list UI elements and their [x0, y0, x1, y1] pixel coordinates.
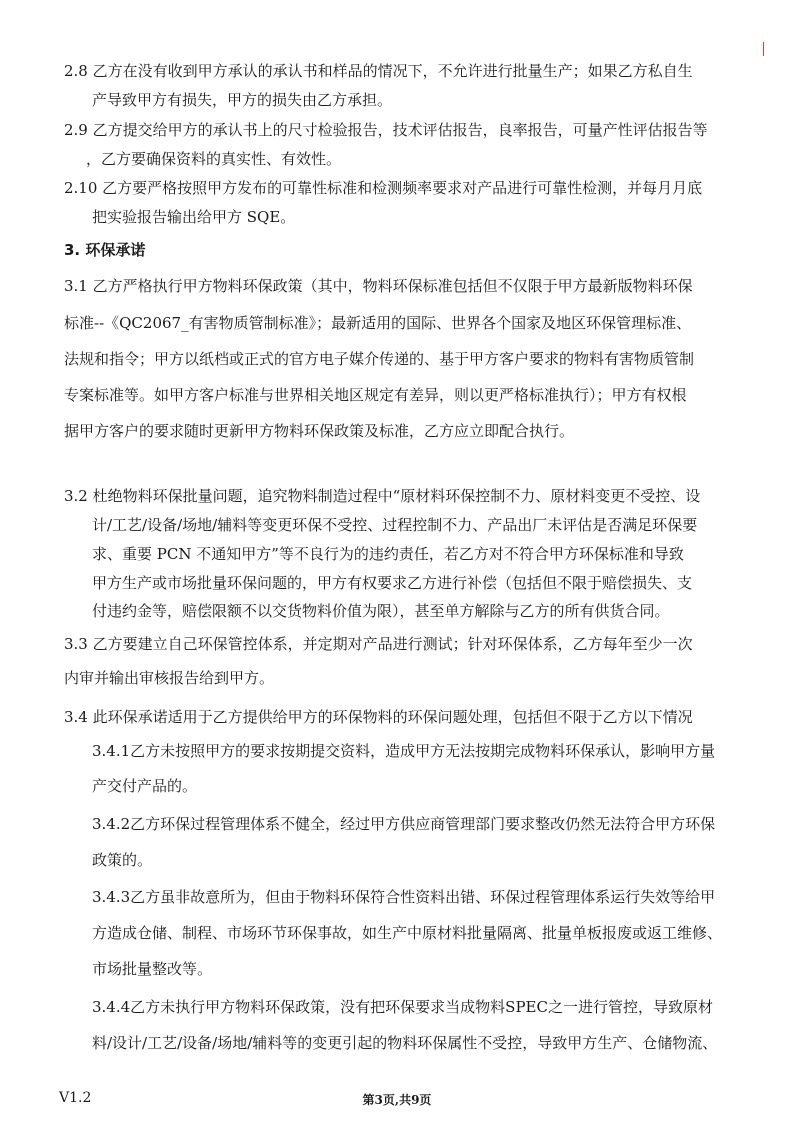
clause-3-4-3-line-3: 市场批量整改等。 [92, 960, 213, 978]
clause-3-2-line-3: 求、重要 PCN 不通知甲方”等不良行为的违约责任，若乙方对不符合甲方环保标准和导致 [92, 545, 684, 563]
clause-3-4-3-line-2: 方造成仓储、制程、市场环节环保事故，如生产中原材料批量隔离、批量单板报废或返工维修、 [92, 924, 723, 942]
clause-3-3-line-2: 内审并输出审核报告给到甲方。 [64, 669, 275, 687]
clause-2-10-line-1: 2.10 乙方要严格按照甲方发布的可靠性标准和检测频率要求对产品进行可靠性检测，并每月月底 [64, 179, 703, 197]
clause-3-3-line-1: 3.3 乙方要建立自己环保管控体系，并定期对产品进行测试；针对环保体系，乙方每年至少一次 [64, 635, 693, 653]
clause-3-2-line-2: 计/工艺/设备/场地/辅料等变更环保不受控、过程控制不力、产品出厂未评估是否满足环保要 [92, 516, 698, 534]
clause-3-4-line-1: 3.4 此环保承诺适用于乙方提供给甲方的环保物料的环保问题处理，包括但不限于乙方以下情况 [64, 708, 693, 726]
clause-2-9-line-1: 2.9 乙方提交给甲方的承认书上的尺寸检验报告，技术评估报告，良率报告，可量产性评估报告等 [64, 121, 708, 139]
clause-2-8-line-2: 产导致甲方有损失，甲方的损失由乙方承担。 [92, 91, 393, 109]
clause-3-4-4-line-2: 料/设计/工艺/设备/场地/辅料等的变更引起的物料环保属性不受控，导致甲方生产、仓储物流、 [92, 1034, 718, 1052]
clause-2-9-line-2: ，乙方要确保资料的真实性、有效性。 [86, 150, 342, 168]
clause-3-1-line-2: 标准--《QC2067_有害物质管制标准》；最新适用的国际、世界各个国家及地区环保管理标准、 [64, 314, 692, 332]
clause-3-2-line-5: 付违约金等，赔偿限额不以交货物料价值为限），甚至单方解除与乙方的所有供货合同。 [92, 602, 670, 620]
clause-3-1-line-5: 据甲方客户的要求随时更新甲方物料环保政策及标准，乙方应立即配合执行。 [64, 422, 575, 440]
clause-3-2-line-4: 甲方生产或市场批量环保问题的，甲方有权要求乙方进行补偿（包括但不限于赔偿损失、支 [92, 574, 693, 592]
clause-3-2-line-1: 3.2 杜绝物料环保批量问题，追究物料制造过程中“原材料环保控制不力、原材料变更不受控、设 [64, 487, 701, 505]
clause-3-4-1-line-2: 产交付产品的。 [92, 777, 198, 795]
clause-3-1-line-3: 法规和指令；甲方以纸档或正式的官方电子媒介传递的、基于甲方客户要求的物料有害物质管制 [64, 350, 695, 368]
section-3-heading: 3. 环保承诺 [64, 241, 146, 259]
clause-3-1-line-1: 3.1 乙方严格执行甲方物料环保政策（其中，物料环保标准包括但不仅限于甲方最新版物料环保 [64, 277, 693, 295]
clause-2-10-line-2: 把实验报告输出给甲方 SQE。 [92, 208, 296, 226]
version-label: V1.2 [59, 1090, 92, 1106]
clause-3-4-3-line-1: 3.4.3乙方虽非故意所为，但由于物料环保符合性资料出错、环保过程管理体系运行失效等给甲 [92, 888, 716, 906]
clause-3-4-2-line-1: 3.4.2乙方环保过程管理体系不健全，经过甲方供应商管理部门要求整改仍然无法符合甲方环保 [92, 815, 716, 833]
clause-3-4-2-line-2: 政策的。 [92, 851, 153, 869]
clause-2-8-line-1: 2.8 乙方在没有收到甲方承认的承认书和样品的情况下，不允许进行批量生产；如果乙方私自生 [64, 62, 693, 80]
clause-3-4-1-line-1: 3.4.1乙方未按照甲方的要求按期提交资料，造成甲方无法按期完成物料环保承认，影响甲方量 [92, 742, 716, 760]
margin-mark [763, 42, 764, 56]
page-number: 第3页,共9页 [362, 1093, 432, 1107]
clause-3-4-4-line-1: 3.4.4乙方未执行甲方物料环保政策，没有把环保要求当成物料SPEC之一进行管控，导致原材 [92, 998, 713, 1016]
clause-3-1-line-4: 专案标准等。如甲方客户标准与世界相关地区规定有差异，则以更严格标准执行）；甲方有权根 [64, 386, 687, 404]
